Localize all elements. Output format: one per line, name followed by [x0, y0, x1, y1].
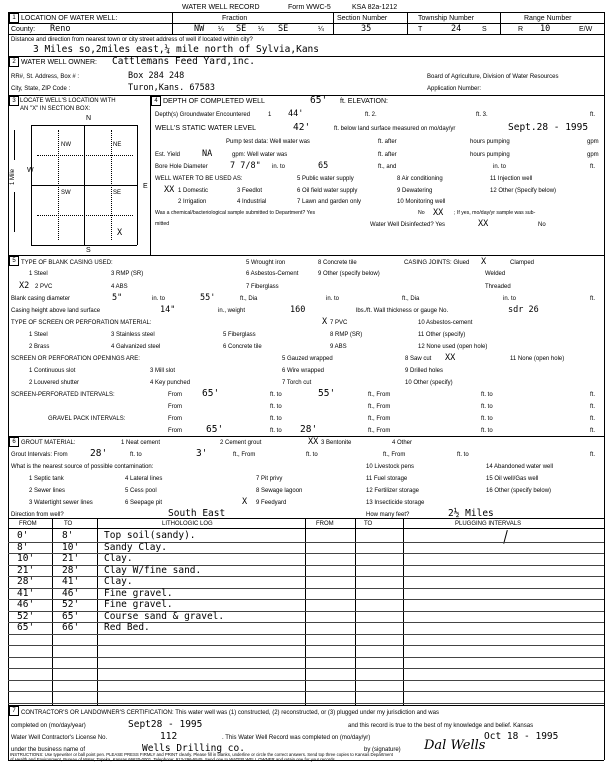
log-to-cell: 10' — [62, 541, 80, 553]
business-value: Wells Drilling co. — [142, 743, 245, 754]
screen-pvc-mark: X — [322, 317, 328, 327]
groundwater-3-label: ft. 3. — [476, 112, 488, 118]
groundwater-1-label: 1 — [268, 112, 272, 118]
log-from-cell: 65' — [17, 622, 35, 633]
contam-5: 5 Cess pool — [125, 488, 157, 494]
use-1: 1 Domestic — [178, 188, 209, 194]
static-level-text: ft. below land surface measured on mo/day/yr — [334, 126, 456, 132]
blank-diameter-value: 5" — [112, 293, 123, 303]
casing-1: 1 Steel — [29, 271, 48, 277]
direction-label: Direction from well? — [11, 512, 64, 518]
distance-value: 3 Miles so,2miles east,¼ mile north of Sylvia,Kans — [33, 44, 319, 55]
grout-label: GROUT MATERIAL: — [21, 440, 76, 446]
locate-label: LOCATE WELL'S LOCATION WITH — [20, 98, 116, 104]
pump-test-label: Pump test data: Well water was — [226, 139, 310, 145]
static-level-date: Sept.28 - 1995 — [508, 122, 589, 133]
yield-value: NA — [202, 149, 213, 159]
wall-thickness-value: sdr 26 — [508, 305, 539, 315]
saw-cut-mark: XX — [445, 353, 456, 363]
gravel-to-label: ft. to — [270, 416, 282, 422]
threaded-label: Threaded — [485, 284, 511, 290]
range-number-label: Range Number — [524, 15, 572, 22]
section-value: 35 — [361, 24, 372, 34]
yield-label: Est. Yield — [155, 152, 181, 158]
log-row-divider — [8, 599, 604, 600]
log-desc-cell: Fine gravel. — [104, 587, 173, 599]
instructions-text: INSTRUCTIONS: Use typewriter or ball point pen. PLEASE PRESS FIRMLY and PRINT clearly. Please fill in blanks, underline or circle the correct answers. Send top three copies to Kansas Department — [10, 752, 393, 757]
section-3-number: 3 — [9, 96, 19, 106]
log-to-cell: 52' — [62, 599, 80, 610]
section-2-number: 2 — [9, 57, 19, 67]
quarter-2: ¼ — [258, 26, 264, 33]
log-row-divider — [8, 691, 604, 692]
opening-11: 11 None (open hole) — [510, 356, 565, 362]
log-from-cell: 41' — [17, 587, 35, 599]
fraction-label: Fraction — [222, 15, 248, 22]
section-5-number: 5 — [9, 256, 19, 266]
completed-label: completed on (mo/day/year) — [11, 723, 86, 729]
use-4: 4 Industrial — [237, 199, 267, 205]
casing-4: 4 ABS — [111, 284, 128, 290]
contam-12: 12 Fertilizer storage — [366, 488, 420, 494]
perf-to-label-3: ft. to — [270, 404, 282, 410]
opening-1: 1 Continuous slot — [29, 368, 76, 374]
contam-3: 3 Watertight sewer lines — [29, 500, 93, 506]
log-desc-cell: Sandy Clay. — [104, 541, 167, 553]
opening-2: 2 Louvered shutter — [29, 380, 80, 386]
application-number-label: Application Number: — [427, 86, 482, 92]
blank-in-to: in. to — [152, 296, 166, 302]
contam-8: 8 Sewage lagoon — [256, 488, 303, 494]
log-from-cell: 28' — [17, 576, 35, 587]
perforated-label: SCREEN-PERFORATED INTERVALS: — [11, 392, 115, 398]
log-desc-cell: Clay W/fine sand. — [104, 564, 202, 576]
log-row-divider — [8, 576, 604, 577]
grout-2: 2 Cement grout — [220, 440, 262, 446]
screen-9: 9 ABS — [330, 344, 347, 350]
yield-gpm-2: gpm — [587, 152, 599, 158]
township-s-label: S — [482, 26, 487, 33]
contam-10: 10 Livestock pens — [366, 464, 415, 470]
direction-value: South East — [168, 508, 226, 519]
grout-intervals-label: Grout Intervals: From — [11, 452, 68, 458]
use-10: 10 Monitoring well — [397, 199, 446, 205]
use-9: 9 Dewatering — [397, 188, 433, 194]
wall-thickness-label: lbs./ft. Wall thickness or gauge No. — [356, 308, 449, 314]
blank-ft-dia: ft., Dia — [240, 296, 258, 302]
glued-mark: X — [481, 257, 487, 267]
casing-9: 9 Other (specify below) — [318, 271, 380, 277]
perf-ft: ft. — [590, 392, 596, 398]
grout-4: 4 Other — [392, 440, 413, 446]
township-number-label: Township Number — [418, 15, 475, 22]
perf-to-label: ft. to — [270, 392, 282, 398]
signature: Dal Wells — [424, 738, 486, 753]
log-desc-cell: Course sand & gravel. — [104, 610, 225, 622]
groundwater-label: Depth(s) Groundwater Encountered — [155, 112, 251, 118]
opening-4: 4 Key punched — [150, 380, 191, 386]
contam-2: 2 Sewer lines — [29, 488, 66, 494]
log-to-cell: 8' — [62, 530, 74, 541]
bore-in-to: in. to — [272, 164, 286, 170]
opening-3: 3 Mill slot — [150, 368, 176, 374]
pump-ft-after: ft. after — [378, 139, 397, 145]
grout-to-label-2: ft. to — [306, 452, 318, 458]
opening-5: 5 Gauzed wrapped — [282, 356, 333, 362]
owner-value: Cattlemans Feed Yard,inc. — [112, 56, 255, 67]
welded-label: Welded — [485, 271, 506, 277]
contam-13: 13 Insecticide storage — [366, 500, 425, 506]
pump-hours: hours pumping — [470, 139, 510, 145]
record-completed-value: Oct 18 - 1995 — [484, 731, 559, 742]
contam-15: 15 Oil well/Gas well — [486, 476, 539, 482]
casing-5: 5 Wrought iron — [246, 260, 286, 266]
plugging-intervals-header: PLUGGING INTERVALS — [455, 521, 522, 527]
contam-6: 6 Seepage pit — [125, 500, 163, 506]
screen-1: 1 Steel — [29, 332, 48, 338]
use-3: 3 Feedlot — [237, 188, 263, 194]
screen-3: 3 Stainless steel — [111, 332, 155, 338]
use-11: 11 Injection well — [490, 176, 533, 182]
grout-to-label-3: ft. to — [457, 452, 469, 458]
disinfected-mark: XX — [478, 219, 489, 229]
log-row-divider — [8, 553, 604, 554]
quadrant-ne: NE — [113, 142, 122, 148]
lithologic-log-header: LITHOLOGIC LOG — [162, 521, 213, 527]
quarter-1: ¼ — [218, 26, 224, 33]
signature-label: by (signature) — [364, 747, 401, 753]
log-desc-cell: Top soil(sandy). — [104, 530, 196, 541]
address-label: RR#, St. Address, Box # : — [11, 74, 80, 80]
location-x-mark: X — [117, 228, 123, 238]
groundwater-1-value: 44' — [288, 109, 304, 119]
use-12: 12 Other (Specify below) — [490, 188, 557, 194]
gravel-label: GRAVEL PACK INTERVALS: — [48, 416, 126, 422]
screen-2: 2 Brass — [29, 344, 50, 350]
log-row-divider — [8, 622, 604, 623]
certification-text: CONTRACTOR'S OR LANDOWNER'S CERTIFICATION: This water well was (1) constructed, (2) reconstructed, or (3) plugged under my jurisdiction and was — [21, 710, 439, 716]
contam-16: 16 Other (specify below) — [486, 488, 552, 494]
log-row-divider — [8, 611, 604, 612]
perf-from-value: 65' — [202, 388, 220, 399]
contam-7: 7 Pit privy — [256, 476, 283, 482]
log-row-divider — [8, 565, 604, 566]
perf-ft-from: ft., From — [368, 392, 391, 398]
address-value: Box 284 248 — [128, 71, 185, 81]
blank-ft: ft. — [590, 296, 596, 302]
static-level-value: 42' — [293, 122, 311, 133]
gravel-ft: ft. — [590, 416, 596, 422]
log-to-cell: 65' — [62, 610, 80, 622]
opening-8: 8 Saw cut — [405, 356, 432, 362]
township-value: 24 — [451, 24, 462, 34]
distance-label: Distance and direction from nearest town or city street address of well if located within city? — [11, 37, 253, 43]
grout-from-value: 28' — [90, 448, 108, 459]
use-domestic-mark: XX — [164, 185, 175, 195]
casing-2: 2 PVC — [35, 284, 53, 290]
casing-7: 7 Fiberglass — [246, 284, 279, 290]
casing-weight-value: 160 — [290, 305, 306, 315]
bore-in-to-2: in. to — [493, 164, 507, 170]
pump-gpm: gpm — [587, 139, 599, 145]
range-value: 10 — [540, 24, 551, 34]
blank-in-to-2: in. to — [326, 296, 340, 302]
license-value: 112 — [160, 731, 178, 742]
log-to-cell: 28' — [62, 564, 80, 576]
casing-8: 8 Concrete tile — [318, 260, 357, 266]
screen-5: 5 Fiberglass — [223, 332, 256, 338]
blank-in-to-3: in. to — [503, 296, 517, 302]
opening-10: 10 Other (specify) — [405, 380, 453, 386]
log-row-divider — [8, 645, 604, 646]
grout-ft: ft. — [590, 452, 596, 458]
yield-gpm: gpm: Well water was — [232, 152, 288, 158]
east-label: E — [143, 183, 148, 190]
pvc-mark: X2 — [19, 281, 30, 291]
business-label: under the business name of — [11, 747, 86, 753]
chem-rest: ; If yes, mo/day/yr sample was sub- — [454, 210, 536, 216]
opening-7: 7 Torch cut — [282, 380, 312, 386]
screen-material-label: TYPE OF SCREEN OR PERFORATION MATERIAL: — [11, 320, 152, 326]
clamped-label: Clamped — [510, 260, 535, 266]
chem-label: Was a chemical/bacteriological sample submitted to Department? Yes — [155, 210, 316, 216]
elevation-label: ft. ELEVATION: — [340, 98, 388, 105]
fraction-2-value: SE — [236, 24, 247, 34]
openings-label: SCREEN OR PERFORATION OPENINGS ARE: — [11, 356, 140, 362]
section-6-number: 6 — [9, 437, 19, 447]
opening-9: 9 Drilled holes — [405, 368, 444, 374]
range-r-label: R — [518, 26, 524, 33]
log-to-cell: 41' — [62, 576, 80, 587]
screen-6: 6 Concrete tile — [223, 344, 262, 350]
blank-diameter-label: Blank casing diameter — [11, 296, 71, 302]
static-level-label: WELL'S STATIC WATER LEVEL — [155, 125, 257, 132]
casing-6: 6 Asbestos-Cement — [246, 271, 299, 277]
gravel-from-value: 65' — [206, 424, 224, 435]
grout-to-value: 3' — [196, 448, 208, 459]
location-label: LOCATION OF WATER WELL: — [21, 15, 118, 22]
gravel-from-label: From — [168, 416, 182, 422]
gravel-to-label-4: ft. to — [481, 428, 493, 434]
log-row-divider — [8, 634, 604, 635]
disinfected-label: Water Well Disinfected? Yes — [370, 222, 446, 228]
log-row-divider — [8, 668, 604, 669]
disinfected-no: No — [538, 222, 546, 228]
bore-value: 7 7/8" — [230, 161, 261, 171]
gravel-ft-from-2: ft., From — [368, 428, 391, 434]
section-7-number: 7 — [9, 706, 19, 716]
locate-label-2: AN "X" IN SECTION BOX: — [20, 106, 91, 112]
screen-7: 7 PVC — [330, 320, 348, 326]
opening-6: 6 Wire wrapped — [282, 368, 325, 374]
gravel-to-label-3: ft. to — [270, 428, 282, 434]
log-from-header-2: FROM — [316, 521, 334, 527]
section-1-number: 1 — [9, 13, 19, 23]
form-title: WATER WELL RECORD — [182, 4, 260, 11]
gravel-to-value: 28' — [300, 424, 318, 435]
county-value: Reno — [50, 24, 71, 34]
use-label: WELL WATER TO BE USED AS: — [155, 176, 243, 182]
use-5: 5 Public water supply — [297, 176, 354, 182]
grout-1: 1 Neat cement — [121, 440, 161, 446]
bentonite-mark: XX — [308, 437, 319, 447]
grout-ft-from: ft., From — [233, 452, 256, 458]
ksa-number: KSA 82a-1212 — [352, 4, 398, 11]
screen-8: 8 RMP (SR) — [330, 332, 363, 338]
use-8: 8 Air conditioning — [397, 176, 443, 182]
mile-label: 1 Mile — [10, 168, 16, 185]
screen-11: 11 Other (specify) — [418, 332, 466, 338]
completed-value: Sept28 - 1995 — [128, 719, 203, 730]
use-7: 7 Lawn and garden only — [297, 199, 362, 205]
south-label: S — [86, 247, 91, 254]
section-number-label: Section Number — [337, 15, 388, 22]
contamination-label: What is the nearest source of possible contamination: — [11, 464, 154, 470]
log-desc-cell: Fine gravel. — [104, 599, 173, 610]
instructions-text-2: of Health and Environment, Bureau of Water, Topeka, Kansas 66620-0001. Telephone: 913-296-5545. Send one to WATER WELL OWNER and retain one for your records. — [10, 757, 336, 762]
depth-label: DEPTH OF COMPLETED WELL — [163, 98, 265, 105]
contam-11: 11 Fuel storage — [366, 476, 408, 482]
log-row-divider — [8, 542, 604, 543]
grout-3: 3 Bentonite — [321, 440, 352, 446]
casing-height-value: 14" — [160, 305, 176, 315]
city-label: City, State, ZIP Code : — [11, 86, 71, 92]
log-to-cell: 46' — [62, 587, 80, 599]
log-from-cell: 8' — [17, 541, 29, 553]
log-from-cell: 0' — [17, 530, 29, 541]
how-many-feet-label: How many feet? — [366, 512, 410, 518]
screen-12: 12 None used (open hole) — [418, 344, 488, 350]
perf-ft-2: ft. — [590, 404, 596, 410]
log-row-divider — [8, 703, 604, 704]
gravel-to-label-2: ft. to — [481, 416, 493, 422]
log-from-header: FROM — [19, 521, 37, 527]
chem-no: No — [418, 210, 425, 216]
screen-4: 4 Galvanized steel — [111, 344, 161, 350]
groundwater-2-label: ft. 2. — [365, 112, 377, 118]
form-number: Form WWC-5 — [288, 4, 331, 11]
log-row-divider — [8, 657, 604, 658]
log-desc-cell: Red Bed. — [104, 622, 150, 633]
use-6: 6 Oil field water supply — [297, 188, 358, 194]
blank-to-value: 55' — [200, 293, 216, 303]
contam-14: 14 Abandoned water well — [486, 464, 554, 470]
perf-from-label-2: From — [168, 404, 182, 410]
section-4-number: 4 — [151, 96, 161, 106]
how-many-feet-value: 2½ Miles — [448, 508, 494, 519]
bore-to-value: 65 — [318, 161, 329, 171]
township-t-label: T — [418, 26, 423, 33]
north-label: N — [86, 115, 92, 122]
log-row-divider — [8, 588, 604, 589]
perf-from-label: From — [168, 392, 182, 398]
bore-label: Bore Hole Diameter — [155, 164, 208, 170]
log-to-header: TO — [64, 521, 73, 527]
yield-ft-after: ft. after — [378, 152, 397, 158]
license-label: Water Well Contractor's License No. — [11, 735, 108, 741]
range-ew-label: E/W — [579, 26, 593, 33]
chem-mitted: mitted — [155, 221, 170, 227]
perf-to-value: 55' — [318, 388, 336, 399]
log-to-cell: 66' — [62, 622, 80, 633]
yield-hours: hours pumping — [470, 152, 510, 158]
casing-height-label: Casing height above land surface — [11, 308, 101, 314]
bore-ft-and: ft., and — [378, 164, 397, 170]
log-row-divider — [8, 680, 604, 681]
perf-to-label-4: ft. to — [481, 404, 493, 410]
log-from-cell: 46' — [17, 599, 35, 610]
use-2: 2 Irrigation — [178, 199, 207, 205]
casing-3: 3 RMP (SR) — [111, 271, 144, 277]
log-from-cell: 52' — [17, 610, 35, 622]
quarter-3: ¼ — [318, 26, 324, 33]
fraction-1-value: NW — [194, 24, 205, 34]
log-to-header-2: TO — [364, 521, 373, 527]
feedyard-mark: X — [242, 497, 248, 507]
casing-joints-label: CASING JOINTS: Glued — [404, 260, 470, 266]
contam-1: 1 Septic tank — [29, 476, 64, 482]
casing-weight-label: in., weight — [218, 308, 246, 314]
contam-4: 4 Lateral lines — [125, 476, 163, 482]
log-from-cell: 10' — [17, 553, 35, 564]
quadrant-nw: NW — [61, 142, 71, 148]
bore-ft: ft. — [590, 164, 596, 170]
log-from-cell: 21' — [17, 564, 35, 576]
perf-to-label-2: ft. to — [481, 392, 493, 398]
groundwater-ft: ft. — [590, 112, 596, 118]
certification-text-2: and this record is true to the best of my knowledge and belief. Kansas — [348, 723, 534, 729]
gravel-ft-from: ft., From — [368, 416, 391, 422]
board-label: Board of Agriculture, Division of Water Resources — [427, 74, 559, 80]
screen-10: 10 Asbestos-cement — [418, 320, 473, 326]
log-to-cell: 21' — [62, 553, 80, 564]
quadrant-se: SE — [113, 190, 122, 196]
chem-no-mark: XX — [433, 208, 444, 218]
county-label: County: — [11, 26, 36, 33]
gravel-from-label-2: From — [168, 428, 182, 434]
gravel-ft-2: ft. — [590, 428, 596, 434]
owner-label: WATER WELL OWNER: — [21, 59, 97, 66]
record-completed-label: . This Water Well Record was completed on (mo/day/yr) — [222, 735, 371, 741]
perf-ft-from-2: ft., From — [368, 404, 391, 410]
blank-ft-dia-2: ft., Dia — [402, 296, 420, 302]
log-desc-cell: Clay. — [104, 553, 133, 564]
contam-9: 9 Feedyard — [256, 500, 287, 506]
casing-label: TYPE OF BLANK CASING USED: — [21, 260, 113, 266]
quadrant-sw: SW — [61, 190, 71, 196]
city-value: Turon,Kans. 67583 — [128, 83, 215, 93]
log-desc-cell: Clay. — [104, 576, 133, 587]
grout-to-label: ft. to — [130, 452, 142, 458]
west-label: W — [27, 167, 34, 174]
fraction-3-value: SE — [278, 24, 289, 34]
depth-value: 65' — [310, 95, 328, 106]
grout-ft-from-2: ft., From — [383, 452, 406, 458]
